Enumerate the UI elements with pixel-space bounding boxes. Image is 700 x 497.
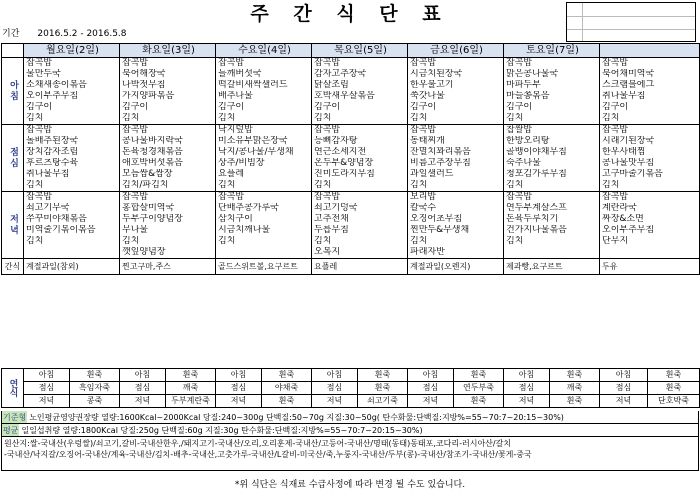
menu-item: 돌배추된장국 (24, 136, 120, 147)
soft-diet-cell: 깨죽 (550, 382, 600, 395)
menu-item: 물만두국 (24, 69, 120, 80)
meal-row (2, 125, 700, 137)
menu-item: 고구마줄기볶음 (600, 169, 700, 180)
meal-label: 점심 (2, 125, 24, 192)
menu-item: 마파두부 (504, 80, 600, 91)
menu-item: 북어채미역국 (600, 69, 700, 80)
menu-item: 잡곡밥 (312, 125, 408, 137)
menu-item: 과일샐러드 (408, 169, 504, 180)
menu-item: 김치 (120, 113, 216, 125)
menu-item: 쭈꾸미야채볶음 (24, 214, 120, 225)
menu-item: 오이부추무침 (24, 91, 120, 102)
menu-item: 잡곡밥 (216, 58, 312, 70)
menu-item: 보리밥 (408, 192, 504, 204)
menu-item: 잔멸치꽈리볶음 (408, 147, 504, 158)
period-label: 기간 (2, 29, 20, 39)
menu-item: 김치 (504, 113, 600, 125)
menu-item: 김치 (408, 113, 504, 125)
menu-table (1, 43, 700, 275)
menu-item: 호박새우살볶음 (312, 91, 408, 102)
menu-item: 단무지 (600, 236, 700, 247)
menu-item: 쑥갓나물 (408, 91, 504, 102)
snack-item: 요플레 (312, 259, 408, 275)
soft-diet-cell: 점심 (312, 382, 358, 395)
menu-item: 한우사태찜 (600, 147, 700, 158)
corner-cell (2, 44, 24, 58)
snack-item: 계절과일(오렌지) (408, 259, 504, 275)
day-header-row (2, 44, 700, 58)
menu-item: 연근소세지전 (312, 147, 408, 158)
menu-item: 김구이 (24, 102, 120, 113)
soft-diet-cell: 아침 (216, 369, 262, 382)
menu-item: 한방오리탕 (504, 136, 600, 147)
menu-item: 오이부추무침 (600, 225, 700, 236)
menu-item: 닭살조림 (312, 80, 408, 91)
menu-item: 온두부&양념장 (312, 158, 408, 169)
soft-diet-cell: 저녁 (600, 395, 648, 408)
menu-item: 김치 (24, 113, 120, 125)
menu-item: 떡갈비새싹샐러드 (216, 80, 312, 91)
nutrition-tag: 기준형 (3, 413, 27, 422)
menu-item: 청포김가루무침 (504, 169, 600, 180)
meal-row (2, 180, 700, 192)
menu-item: 김치 (408, 236, 504, 247)
menu-item: 시래기된장국 (600, 136, 700, 147)
soft-diet-cell: 저녁 (24, 395, 70, 408)
menu-item: 등뼈감자탕 (312, 136, 408, 147)
menu-item: 잡곡밥 (600, 125, 700, 137)
menu-item: 잡곡밥 (600, 192, 700, 204)
day-header: 수요일(4일) (216, 44, 312, 58)
menu-item: 낙지/콩나물/무생채 (216, 147, 312, 158)
menu-item: 파래자반 (408, 247, 504, 259)
soft-diet-cell: 점심 (504, 382, 550, 395)
meal-row (2, 169, 700, 180)
menu-item: 잡곡밥 (312, 192, 408, 204)
menu-item: 계란라국 (600, 203, 700, 214)
menu-item (600, 247, 700, 259)
soft-diet-cell: 흰죽 (70, 369, 120, 382)
menu-item: 김치 (504, 236, 600, 247)
menu-item: 동태찌개 (408, 136, 504, 147)
soft-diet-cell: 아침 (312, 369, 358, 382)
menu-item: 상추/비빔장 (216, 158, 312, 169)
menu-item: 김구이 (408, 102, 504, 113)
origin-line: -국내산/낙지갈/오징어-국내산/계육-국내산/김치-배추-국내산,고춧가루-국내산/L갈비-미국산/죽,누룽지-국내산/두부(콩)-국내산/참조기-국내산/꽃게-중국 (4, 450, 532, 459)
nutrition-text: 노인평균영양권장량 열량:1600Kcal~2000Kcal 당질:240~300g 단백질:50~70g 지질:30~50g( 탄수화물:단백질:지방%=55~70:7~20:15~30%) (29, 413, 564, 422)
menu-item: 한우불고기 (408, 80, 504, 91)
nutrition-text: 일일섭취량 열량:1800Kcal 당질:250g 단백질:60g 지질:30g 탄수화물:단백질:지방%=55~70:7~20:15~30%) (21, 426, 423, 435)
soft-diet-cell: 저녁 (216, 395, 262, 408)
meal-row (2, 102, 700, 113)
menu-item: 깻잎양념장 (120, 247, 216, 259)
soft-diet-cell: 흰죽 (550, 395, 600, 408)
snack-label: 간식 (2, 259, 24, 275)
menu-item: 고추전채 (312, 214, 408, 225)
soft-diet-label: 연식 (2, 369, 24, 408)
meal-label: 아침 (2, 58, 24, 125)
soft-diet-cell: 흑임자죽 (70, 382, 120, 395)
meal-row (2, 203, 700, 214)
meal-row (2, 136, 700, 147)
soft-diet-cell: 흰죽 (358, 382, 408, 395)
menu-item: 스크램블에그 (600, 80, 700, 91)
soft-diet-cell: 점심 (408, 382, 454, 395)
origin-info (1, 437, 699, 471)
soft-diet-cell: 점심 (600, 382, 648, 395)
menu-item: 짜장&소면 (600, 214, 700, 225)
menu-item: 김치 (24, 236, 120, 247)
menu-item: 잡곡밥 (504, 192, 600, 204)
menu-item: 잡곡밥 (120, 58, 216, 70)
soft-diet-cell: 아침 (600, 369, 648, 382)
menu-item: 잡곡밥 (24, 192, 120, 204)
footer-note: *위 식단은 식재료 수급사정에 따라 변경 될 수도 있습니다. (234, 480, 466, 490)
day-header: 토요일(7일) (504, 44, 600, 58)
menu-item: 취나물무침 (600, 91, 700, 102)
menu-item: 삼치구이 (216, 214, 312, 225)
menu-item: 잡곡밥 (24, 125, 120, 137)
snack-item: 두유 (600, 259, 700, 275)
menu-item: 김치 (312, 236, 408, 247)
soft-diet-cell: 점심 (120, 382, 166, 395)
nutrition-tag: 평균 (3, 426, 19, 435)
soft-diet-cell: 흰죽 (166, 369, 216, 382)
meal-row (2, 113, 700, 125)
day-header (600, 44, 700, 58)
menu-item: 잡곡밥 (24, 58, 120, 70)
soft-diet-cell: 저녁 (504, 395, 550, 408)
menu-item: 모듬쌈&쌈장 (120, 169, 216, 180)
menu-item: 잡곡밥 (120, 192, 216, 204)
soft-diet-cell: 흰죽 (454, 369, 504, 382)
menu-item: 김치 (216, 180, 312, 192)
snack-item: 계절과일(참외) (24, 259, 120, 275)
menu-item: 김치 (600, 113, 700, 125)
menu-item: 잡곡밥 (408, 58, 504, 70)
menu-item (504, 247, 600, 259)
menu-item (216, 247, 312, 259)
menu-item: 감자고추장국 (312, 69, 408, 80)
soft-diet-row (2, 382, 700, 395)
menu-item: 나박젓무침 (120, 80, 216, 91)
day-header: 화요일(3일) (120, 44, 216, 58)
menu-item: 김구이 (600, 102, 700, 113)
menu-item: 가지양파볶음 (120, 91, 216, 102)
menu-item: 콩나물맛무침 (600, 158, 700, 169)
menu-item: 오복지 (312, 247, 408, 259)
menu-item: 숙주나물 (504, 158, 600, 169)
nutrition-average (1, 424, 699, 437)
meal-row (2, 158, 700, 169)
menu-item: 후르츠탕수육 (24, 158, 120, 169)
soft-diet-cell: 흰죽 (454, 395, 504, 408)
meal-row (2, 225, 700, 236)
meal-row (2, 69, 700, 80)
menu-item: 김치 (216, 236, 312, 247)
menu-item: 단배추콩가루국 (216, 203, 312, 214)
soft-diet-row (2, 369, 700, 382)
soft-diet-cell: 흰죽 (550, 369, 600, 382)
soft-diet-cell: 점심 (24, 382, 70, 395)
menu-item: 건가지나물볶음 (504, 225, 600, 236)
menu-item: 김치 (312, 180, 408, 192)
menu-item: 오징어초무침 (408, 214, 504, 225)
menu-item: 김치 (408, 180, 504, 192)
signature-box (566, 2, 696, 42)
soft-diet-cell: 깨죽 (166, 382, 216, 395)
menu-item: 찹쌀밥 (504, 125, 600, 137)
menu-item: 잡곡밥 (408, 125, 504, 137)
page-title: 주 간 식 단 표 (250, 3, 450, 25)
snack-item: 제과빵,요구르트 (504, 259, 600, 275)
soft-diet-cell: 저녁 (120, 395, 166, 408)
menu-item: 연두부계살스프 (504, 203, 600, 214)
soft-diet-table (1, 368, 700, 408)
soft-diet-cell: 야채죽 (262, 382, 312, 395)
menu-item: 김치 (312, 113, 408, 125)
menu-item: 낙지덮밥 (216, 125, 312, 137)
menu-item: 쇠고기덩국 (312, 203, 408, 214)
meal-row (2, 80, 700, 91)
menu-item: 취나물무침 (24, 169, 120, 180)
menu-item: 김구이 (504, 102, 600, 113)
menu-item: 미소유부맑은장국 (216, 136, 312, 147)
menu-item: 잡곡밥 (312, 58, 408, 70)
menu-item: 콩나물바지락국 (120, 136, 216, 147)
period (2, 29, 145, 39)
menu-item: 장치감자조림 (24, 147, 120, 158)
menu-item: 미역줄기볶이볶음 (24, 225, 120, 236)
soft-diet-cell: 점심 (216, 382, 262, 395)
meal-row (2, 58, 700, 70)
soft-diet-cell: 흰죽 (648, 369, 700, 382)
menu-item: 잡곡밥 (120, 125, 216, 137)
menu-item: 김구이 (312, 102, 408, 113)
soft-diet-cell: 아침 (24, 369, 70, 382)
menu-item (24, 247, 120, 259)
soft-diet-cell: 아침 (120, 369, 166, 382)
soft-diet-cell: 아침 (408, 369, 454, 382)
menu-item: 들깨버섯국 (216, 69, 312, 80)
menu-item: 김치 (120, 236, 216, 247)
menu-item: 북어해장국 (120, 69, 216, 80)
menu-item: 김구이 (216, 102, 312, 113)
snack-row (2, 259, 700, 275)
menu-item: 시금치된장국 (408, 69, 504, 80)
menu-item: 마늘쫑볶음 (504, 91, 600, 102)
menu-item: 잡곡밥 (600, 58, 700, 70)
period-value: 2016.5.2 - 2016.5.8 (37, 29, 127, 39)
menu-item: 홍합살미역국 (120, 203, 216, 214)
menu-item: 맑은콩나물국 (504, 69, 600, 80)
menu-item: 두부구이양념장 (120, 214, 216, 225)
soft-diet-row (2, 395, 700, 408)
soft-diet-cell: 아침 (504, 369, 550, 382)
menu-item: 애호박버섯볶음 (120, 158, 216, 169)
meal-row (2, 247, 700, 259)
meal-label: 저녁 (2, 192, 24, 259)
day-header: 목요일(5일) (312, 44, 408, 58)
menu-item: 두릅무침 (312, 225, 408, 236)
menu-item: 쇠고기무국 (24, 203, 120, 214)
origin-line: 원산지:쌀-국내산(우렁쌀)/쇠고기,갈비-국내산한우,/돼지고기-국내산/오리,오리훈제-국내산/고등어-국내산/명태(동태)동태포,코다리-러시아산/갈치 (4, 439, 512, 448)
soft-diet-cell: 콩죽 (70, 395, 120, 408)
meal-row (2, 147, 700, 158)
menu-item: 잡곡밥 (216, 192, 312, 204)
menu-item: 비름고추장무침 (408, 158, 504, 169)
soft-diet-cell: 저녁 (408, 395, 454, 408)
soft-diet-cell: 쇠고기죽 (358, 395, 408, 408)
menu-item: 돈육청경채볶음 (120, 147, 216, 158)
menu-item: 잡곡밥 (504, 58, 600, 70)
menu-item: 칼국수 (408, 203, 504, 214)
menu-item: 배추나물 (216, 91, 312, 102)
soft-diet-cell: 흰죽 (358, 369, 408, 382)
menu-item: 김치 (24, 180, 120, 192)
soft-diet-cell: 흰죽 (648, 382, 700, 395)
menu-item: 골뱅이야채무침 (504, 147, 600, 158)
menu-item: 무나물 (120, 225, 216, 236)
menu-item: 시금치깨나물 (216, 225, 312, 236)
menu-item: 요플레 (216, 169, 312, 180)
menu-item: 찐만두&무생채 (408, 225, 504, 236)
soft-diet-cell: 연두부죽 (454, 382, 504, 395)
day-header: 금요일(6일) (408, 44, 504, 58)
menu-item: 돈육두루치기 (504, 214, 600, 225)
meal-row (2, 91, 700, 102)
snack-item: 골드스위트볼,요구르트 (216, 259, 312, 275)
snack-item: 찐고구마,주스 (120, 259, 216, 275)
nutrition-standard (1, 411, 699, 424)
menu-item: 김치 (600, 180, 700, 192)
soft-diet-cell: 흰죽 (262, 369, 312, 382)
soft-diet-cell: 두부계란죽 (166, 395, 216, 408)
day-header: 월요일(2일) (24, 44, 120, 58)
menu-item: 소채새송이볶음 (24, 80, 120, 91)
meal-row (2, 192, 700, 204)
meal-row (2, 236, 700, 247)
menu-item: 김치 (504, 180, 600, 192)
soft-diet-cell: 단호박죽 (648, 395, 700, 408)
menu-item: 김치/파김치 (120, 180, 216, 192)
menu-item: 김치 (216, 113, 312, 125)
meal-row (2, 214, 700, 225)
soft-diet-cell: 저녁 (312, 395, 358, 408)
menu-item: 김구이 (120, 102, 216, 113)
menu-item: 진미도라지무침 (312, 169, 408, 180)
soft-diet-cell: 흰죽 (262, 395, 312, 408)
